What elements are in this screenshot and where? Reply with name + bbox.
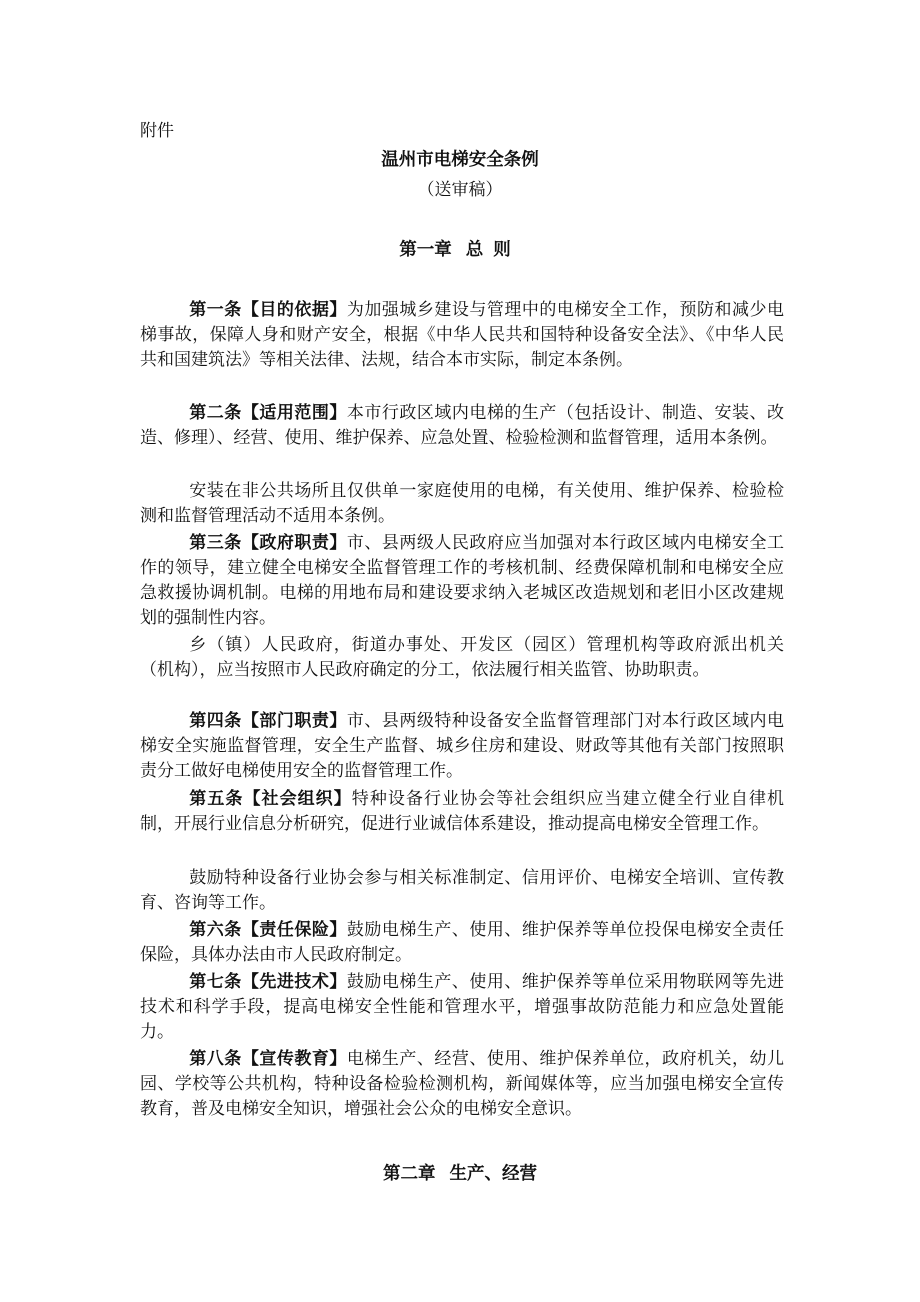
article-heading: 第八条【宣传教育】 (189, 1049, 347, 1069)
chapter-name: 总则 (465, 240, 521, 260)
article-paragraph (140, 479, 784, 529)
article-paragraph (140, 401, 784, 451)
article-heading: 第一条【目的依据】 (189, 300, 347, 320)
chapter-heading (0, 1162, 920, 1186)
article-text: 鼓励特种设备行业协会参与相关标准制定、信用评价、电梯安全培训、宣传教育、咨询等工作。 (140, 868, 784, 913)
article-heading: 第四条【部门职责】 (189, 711, 347, 731)
article-paragraph (140, 918, 784, 968)
article-paragraph (140, 633, 784, 683)
article-paragraph (140, 709, 784, 784)
article-text: 鼓励电梯生产、使用、维护保养等单位采用物联网等先进技术和科学手段，提高电梯安全性能和管理水平，增强事故防范能力和应急处置能力。 (140, 972, 785, 1042)
article-heading: 第三条【政府职责】 (189, 533, 347, 553)
article-text: 安装在非公共场所且仅供单一家庭使用的电梯，有关使用、维护保养、检验检测和监督管理活动不适用本条例。 (140, 481, 784, 526)
document-title: 温州市电梯安全条例 (381, 150, 539, 170)
annex-label: 附件 (140, 121, 174, 141)
article-paragraph (140, 298, 784, 373)
article-paragraph (140, 531, 784, 631)
article-heading: 第五条【社会组织】 (189, 789, 352, 809)
article-heading: 第七条【先进技术】 (189, 972, 347, 992)
document-subtitle: （送审稿） (417, 180, 503, 200)
chapter-name: 生产、经营 (449, 1164, 537, 1184)
article-text: 乡（镇）人民政府，街道办事处、开发区（园区）管理机构等政府派出机关（机构），应当按照市人民政府确定的分工，依法履行相关监管、协助职责。 (140, 635, 784, 680)
article-text: 为加强城乡建设与管理中的电梯安全工作，预防和减少电梯事故，保障人身和财产安全，根据《中华人民共和国特种设备安全法》、《中华人民共和国建筑法》等相关法律、法规，结合本市实际，制定本条例。 (140, 300, 785, 370)
article-text: 市、县两级人民政府应当加强对本行政区域内电梯安全工作的领导，建立健全电梯安全监督管理工作的考核机制、经费保障机制和电梯安全应急救援协调机制。电梯的用地布局和建设要求纳入老城区改造规划和老旧小区改建规划的强制性内容。 (140, 533, 785, 628)
article-text: 鼓励电梯生产、使用、维护保养等单位投保电梯安全责任保险，具体办法由市人民政府制定。 (140, 920, 785, 965)
article-text: 特种设备行业协会等社会组织应当建立健全行业自律机制，开展行业信息分析研究，促进行业诚信体系建设，推动提高电梯安全管理工作。 (140, 789, 785, 834)
chapter-number: 第一章 (399, 240, 452, 260)
article-paragraph (140, 1047, 784, 1122)
chapter-heading (0, 238, 920, 262)
article-text: 市、县两级特种设备安全监督管理部门对本行政区域内电梯安全实施监督管理，安全生产监督、城乡住房和建设、财政等其他有关部门按照职责分工做好电梯使用安全的监督管理工作。 (140, 711, 785, 781)
article-heading: 第六条【责任保险】 (189, 920, 347, 940)
article-text: 电梯生产、经营、使用、维护保养单位，政府机关，幼儿园、学校等公共机构，特种设备检验检测机构，新闻媒体等，应当加强电梯安全宣传教育，普及电梯安全知识，增强社会公众的电梯安全意识。 (140, 1049, 785, 1119)
article-paragraph (140, 970, 784, 1045)
article-paragraph (140, 787, 784, 837)
article-paragraph (140, 866, 784, 916)
article-text: 本市行政区域内电梯的生产（包括设计、制造、安装、改造、修理）、经营、使用、维护保养、应急处置、检验检测和监督管理，适用本条例。 (140, 403, 785, 448)
article-heading: 第二条【适用范围】 (189, 403, 347, 423)
chapter-number: 第二章 (383, 1164, 436, 1184)
